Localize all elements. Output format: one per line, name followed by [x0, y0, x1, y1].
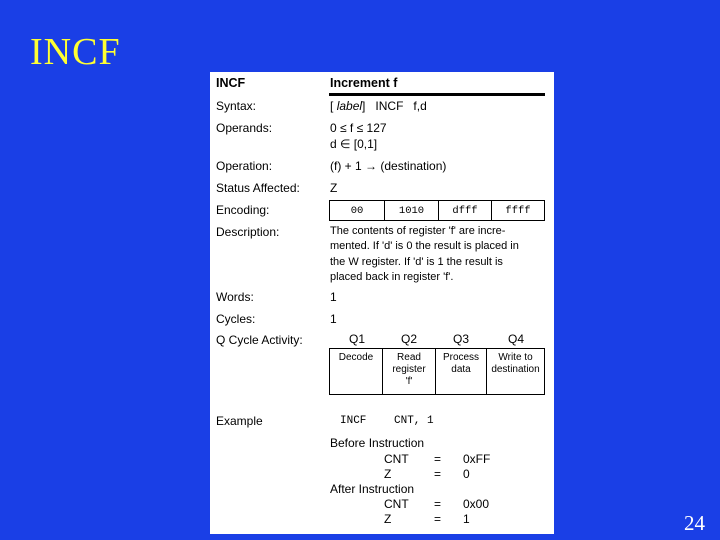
encoding-field-4: ffff: [505, 204, 531, 217]
syntax-bracket-open: [: [330, 99, 334, 113]
q-cell-line: register: [392, 364, 426, 375]
operands-label: Operands:: [216, 121, 273, 135]
description-line: the W register. If 'd' is 1 the result is: [330, 255, 503, 268]
q-header: Q2: [400, 332, 417, 346]
q-cell-line: Process: [442, 352, 480, 363]
q-cell-line: Decode: [338, 352, 374, 363]
example-label: Example: [216, 414, 263, 428]
after-reg-value: 1: [463, 512, 470, 526]
words-value: 1: [330, 290, 337, 304]
cycles-value: 1: [330, 312, 337, 326]
after-reg-name: Z: [384, 512, 392, 526]
after-reg-name: CNT: [384, 497, 409, 511]
before-reg-eq: =: [434, 452, 442, 466]
syntax-args: f,d: [413, 99, 427, 113]
syntax-bracket-close: ]: [362, 99, 366, 113]
operands-line1: 0 ≤ f ≤ 127: [330, 121, 387, 135]
encoding-field-2: 1010: [398, 204, 425, 217]
q-header: Q3: [452, 332, 469, 346]
syntax-mnemonic: INCF: [375, 99, 404, 113]
words-label: Words:: [216, 290, 254, 304]
before-reg-eq: =: [434, 467, 442, 481]
q-cell-line: destination: [491, 364, 540, 375]
description-text: [330, 224, 544, 285]
q-cell-read: [383, 352, 435, 388]
q-cell-line: Write to: [498, 352, 533, 363]
after-reg-value: 0x00: [463, 497, 490, 511]
page-number: 24: [684, 511, 705, 535]
q-cell-process: [436, 352, 486, 376]
header-rule: [329, 93, 545, 96]
encoding-field-3: dfff: [452, 204, 478, 217]
after-label: After Instruction: [330, 482, 415, 496]
description-label: Description:: [216, 225, 280, 239]
before-label: Before Instruction: [330, 436, 425, 450]
header-description: Increment f: [330, 76, 398, 90]
q-cycle-table: [329, 348, 545, 395]
operands-line2: d ∈ [0,1]: [330, 137, 378, 151]
before-reg-value: 0: [463, 467, 470, 481]
syntax-label-word: label: [336, 99, 363, 113]
encoding-label: Encoding:: [216, 203, 270, 217]
q-cell-line: 'f': [405, 376, 413, 387]
syntax-label: Syntax:: [216, 99, 257, 113]
before-reg-value: 0xFF: [463, 452, 491, 466]
description-line: mented. If 'd' is 0 the result is placed in: [330, 240, 519, 253]
q-header: Q4: [507, 332, 524, 346]
example-instruction: INCF: [340, 415, 367, 427]
before-reg-name: CNT: [384, 452, 409, 466]
q-header: Q1: [348, 332, 365, 346]
encoding-field-1: 00: [350, 204, 364, 217]
after-reg-eq: =: [434, 512, 442, 526]
slide-title: INCF: [30, 31, 121, 73]
description-line: The contents of register 'f' are incre-: [330, 225, 506, 237]
operation-label: Operation:: [216, 159, 273, 173]
instruction-datasheet: [210, 72, 554, 534]
operation-value: (f) + 1 → (destination): [330, 159, 447, 173]
header-mnemonic: INCF: [216, 76, 246, 90]
q-cell-decode: [330, 352, 382, 364]
cycles-label: Cycles:: [216, 312, 256, 326]
q-cell-write: [487, 352, 544, 376]
status-label: Status Affected:: [216, 181, 300, 195]
q-cell-line: data: [451, 364, 471, 375]
syntax-value: [330, 99, 427, 113]
example-operands: CNT, 1: [394, 415, 434, 427]
before-reg-name: Z: [384, 467, 392, 481]
q-cell-line: Read: [397, 352, 421, 363]
encoding-table: [329, 200, 545, 221]
after-reg-eq: =: [434, 497, 442, 511]
description-line: placed back in register 'f'.: [330, 270, 454, 283]
status-value: Z: [330, 181, 338, 195]
q-cycle-label: Q Cycle Activity:: [216, 333, 303, 347]
